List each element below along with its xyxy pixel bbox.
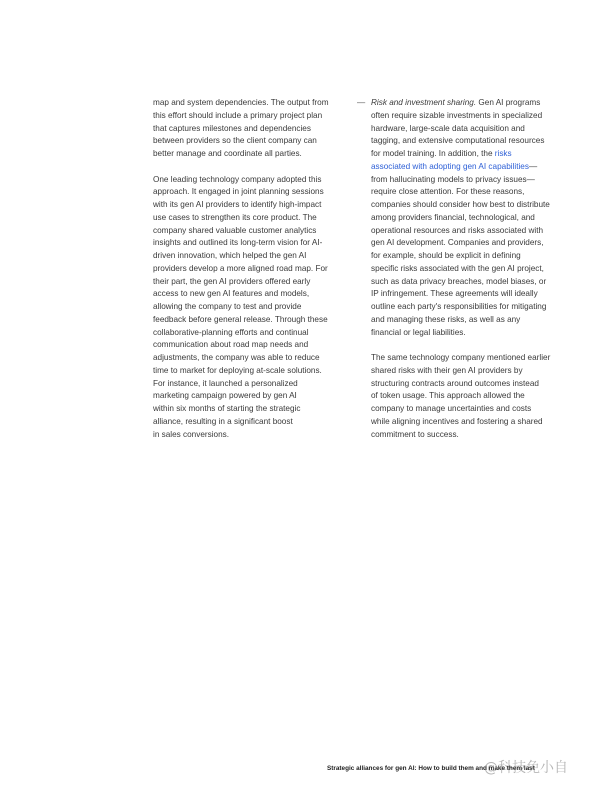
text-line: for example, should be explicit in defining <box>371 251 521 260</box>
text-line: time to market for deploying at-scale solutions. <box>153 365 322 375</box>
text-line: driven innovation, which helped the gen AI <box>153 251 307 260</box>
text-line: company to manage uncertainties and costs <box>371 404 532 413</box>
text-line: IP infringement. These agreements will ideally <box>371 289 538 299</box>
text-line: in sales conversions. <box>153 429 229 439</box>
text-line: that captures milestones and dependencies <box>153 123 311 133</box>
text-line: The same technology company mentioned earlier <box>371 353 551 362</box>
text-line: collaborative-planning efforts and continual <box>153 327 309 337</box>
text-line: specific risks associated with the gen AI project, <box>371 263 544 273</box>
text-line: often require sizable investments in specialized <box>371 110 543 120</box>
text-line: between providers so the client company can <box>153 136 317 146</box>
right-column <box>371 97 569 454</box>
text-line: use cases to strengthen its core product. The <box>153 212 317 222</box>
risk-sharing-heading: Risk and investment sharing. <box>371 98 477 107</box>
text-fragment: Gen AI programs <box>476 98 541 107</box>
text-line: access to new gen AI features and models, <box>153 289 310 299</box>
text-line: hardware, large-scale data acquisition and <box>371 123 525 133</box>
text-line: require close attention. For these reasons, <box>371 187 525 197</box>
text-line <box>371 97 569 110</box>
text-line: communication about road map needs and <box>153 340 309 350</box>
text-line: shared risks with their gen AI providers by <box>371 365 523 375</box>
text-line: adjustments, the company was able to reduce <box>153 353 320 362</box>
text-line: of token usage. This approach allowed the <box>371 391 525 401</box>
text-line: gen AI development. Companies and providers, <box>371 238 544 248</box>
text-line: tagging, and extensive computational resources <box>371 136 545 146</box>
text-line: among providers financial, technological, and <box>371 212 535 222</box>
text-line: companies should consider how best to distribute <box>371 200 550 209</box>
text-line: financial or legal liabilities. <box>371 327 466 337</box>
text-line: commitment to success. <box>371 429 459 439</box>
text-line: better manage and coordinate all parties. <box>153 149 302 158</box>
page-footer: Strategic alliances for gen AI: How to build them and make them last <box>327 765 535 772</box>
text-line: structuring contracts around outcomes instead <box>371 378 539 388</box>
text-line: approach. It engaged in joint planning sessions <box>153 187 324 197</box>
text-line: insights and outlined its long-term vision for AI- <box>153 238 323 248</box>
text-line <box>371 161 569 174</box>
right-paragraph-2 <box>371 352 569 441</box>
text-line: their part, the gen AI providers offered early <box>153 276 311 286</box>
text-line: from hallucinating models to privacy issues— <box>371 174 535 184</box>
text-line: within six months of starting the strategic <box>153 404 301 413</box>
text-line: and managing these risks, as well as any <box>371 314 521 324</box>
text-line: allowing the company to test and provide <box>153 302 302 311</box>
text-line: such as data privacy breaches, model biases, or <box>371 276 547 286</box>
text-line: company shared valuable customer analytics <box>153 225 317 235</box>
text-fragment: — <box>528 161 538 171</box>
text-line: marketing campaign powered by gen AI <box>153 391 297 401</box>
list-dash: — <box>357 98 366 107</box>
text-line <box>371 148 569 161</box>
text-line: this effort should include a primary project plan <box>153 110 323 120</box>
text-line: One leading technology company adopted this <box>153 174 322 184</box>
text-line: operational resources and risks associated with <box>371 225 544 235</box>
watermark: @科技免小自 <box>484 760 568 776</box>
text-line: alliance, resulting in a significant boost <box>153 416 293 426</box>
text-line: feedback before general release. Through these <box>153 314 328 324</box>
text-line: while aligning incentives and fostering a shared <box>371 416 543 426</box>
text-line: with its gen AI providers to identify high-impact <box>153 200 322 209</box>
left-paragraph-2 <box>153 174 353 442</box>
text-line: providers develop a more aligned road map. For <box>153 263 328 273</box>
risks-link-end[interactable]: associated with adopting gen AI capabilities <box>371 161 529 171</box>
right-paragraph-1 <box>371 97 569 339</box>
left-paragraph-1 <box>153 97 353 161</box>
text-line: outline each party's responsibilities for mitigating <box>371 302 547 311</box>
text-line: For instance, it launched a personalized <box>153 378 298 388</box>
risks-link-start[interactable]: risks <box>494 149 512 158</box>
left-column <box>153 97 353 454</box>
text-line: map and system dependencies. The output from <box>153 98 329 107</box>
text-fragment: for model training. In addition, the <box>371 149 495 158</box>
